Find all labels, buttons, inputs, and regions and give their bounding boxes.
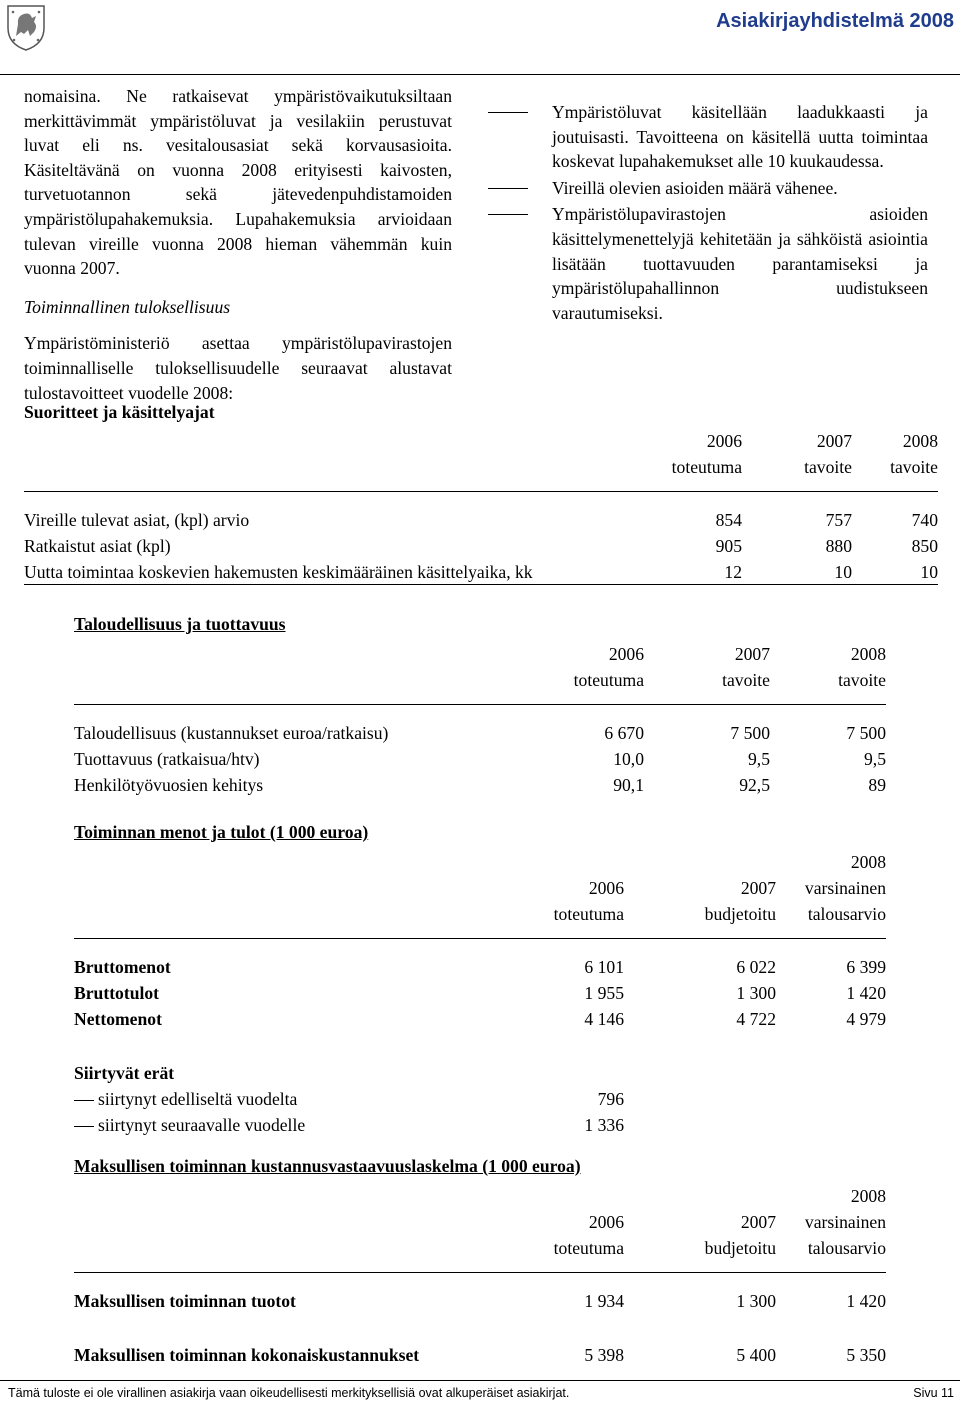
economy-table: 2006 2007 2008 toteutuma tavoite tavoite Taloudellisuus (kustannukset euroa/ratkaisu) 6 670 7 500 7 500 Tuottavuus (ratkaisua/htv) 10,0 9,5 9,5 Henkilötyövuosien kehitys 90,1 92,5 89: [74, 644, 886, 795]
table-row: Tuottavuus (ratkaisua/htv) 10,0 9,5 9,5: [74, 749, 886, 769]
table-row: Bruttomenot 6 101 6 022 6 399: [74, 957, 886, 977]
table-row: Bruttotulot 1 955 1 300 1 420: [74, 983, 886, 1003]
header-divider: [0, 74, 960, 75]
expenses-table: 2008 2006 2007 varsinainen toteutuma budjetoitu talousarvio Bruttomenot 6 101 6 022 6 399 Bruttotulot 1 955 1 300 1 420 Nettomenot 4 146 4 722 4 979 Siirtyvät erät siirtynyt edelliseltä vuodelta 796 siirtynyt seuraavalle vuodelle 1 336: [74, 852, 886, 1135]
table-title: Toiminnan menot ja tulot (1 000 euroa): [74, 822, 369, 842]
table-row: Taloudellisuus (kustannukset euroa/ratkaisu) 6 670 7 500 7 500: [74, 723, 886, 743]
left-column: [24, 84, 452, 405]
table-title: Suoritteet ja käsittelyajat: [24, 402, 215, 422]
table-row: Maksullisen toiminnan kokonaiskustannukset 5 398 5 400 5 350: [74, 1345, 886, 1365]
dash-bullet: [74, 1100, 94, 1101]
performance-table: 2006 2007 2008 toteutuma tavoite tavoite Vireille tulevat asiat, (kpl) arvio 854 757 740 Ratkaistut asiat (kpl) 905 880 850 Uutta toimintaa koskevien hakemusten keskimääräinen käsittelyaika, kk 12 10 10: [24, 427, 938, 585]
right-column: [488, 100, 928, 327]
footer-divider: [0, 1380, 960, 1381]
table-row: Nettomenot 4 146 4 722 4 979: [74, 1009, 886, 1029]
section-subheading: Toiminnallinen tuloksellisuus: [24, 296, 231, 317]
table-row: Maksullisen toiminnan tuotot 1 934 1 300 1 420: [74, 1291, 886, 1311]
dash-bullet: [74, 1126, 94, 1127]
table-row: Henkilötyövuosien kehitys 90,1 92,5 89: [74, 775, 886, 795]
body-paragraph: nomaisina. Ne ratkaisevat ympäristövaikutuksiltaan merkittävimmät ympäristöluvat ja vesilakiin perustuvat luvat eli ns. vesitalousasiat sekä korvausasioita. Käsiteltävänä on vuonna 2008 erityisesti kaivosten, turvetuotannon sekä jätevedenpuhdistamoiden ympäristölupahakemuksia. Lupahakemuksia arvioidaan tulevan vireille vuonna 2008 hieman vähemmän kuin vuonna 2007.: [24, 86, 452, 279]
table-row: Uutta toimintaa koskevien hakemusten keskimääräinen käsittelyaika, kk 12 10 10: [24, 558, 938, 585]
list-item: Ympäristöluvat käsitellään laadukkaasti ja joutuisasti. Tavoitteena on käsitellä uutta toimintaa koskevat lupahakemukset alle 10 kuukaudessa.: [552, 102, 928, 172]
footer-disclaimer: Tämä tuloste ei ole virallinen asiakirja vaan oikeudellisesti merkityksellisiä ovat alkuperäiset asiakirjat.: [8, 1386, 570, 1400]
table-row: siirtynyt seuraavalle vuodelle 1 336: [74, 1111, 886, 1137]
table-row: siirtynyt edelliseltä vuodelta 796: [74, 1085, 886, 1111]
finnish-lion-coat-of-arms-icon: [4, 2, 48, 52]
list-item: Vireillä olevien asioiden määrä vähenee.: [552, 177, 838, 198]
table-row: Vireille tulevat asiat, (kpl) arvio 854 757 740: [24, 510, 938, 530]
table-title: Taloudellisuus ja tuottavuus: [74, 614, 286, 634]
page-number: Sivu 11: [913, 1386, 954, 1400]
table-row: Ratkaistut asiat (kpl) 905 880 850: [24, 536, 938, 556]
document-title: Asiakirjayhdistelmä 2008: [716, 10, 954, 32]
carry-title: Siirtyvät erät: [74, 1063, 175, 1083]
list-item: Ympäristölupavirastojen asioiden käsittelymenettelyjä kehitetään ja sähköistä asiointia lisätään tuottavuuden parantamiseksi ja ympäristölupahallinnon uudistukseen varautumiseksi.: [552, 204, 928, 323]
body-paragraph: Ympäristöministeriö asettaa ympäristölupavirastojen toiminnalliselle tuloksellisuudelle seuraavat alustavat tulostavoitteet vuodelle 2008:: [24, 333, 452, 403]
table-title: Maksullisen toiminnan kustannusvastaavuuslaskelma (1 000 euroa): [74, 1156, 581, 1176]
cost-table: 2008 2006 2007 varsinainen toteutuma budjetoitu talousarvio Maksullisen toiminnan tuotot 1 934 1 300 1 420 Maksullisen toiminnan kokonaiskustannukset 5 398 5 400 5 350: [74, 1186, 886, 1365]
